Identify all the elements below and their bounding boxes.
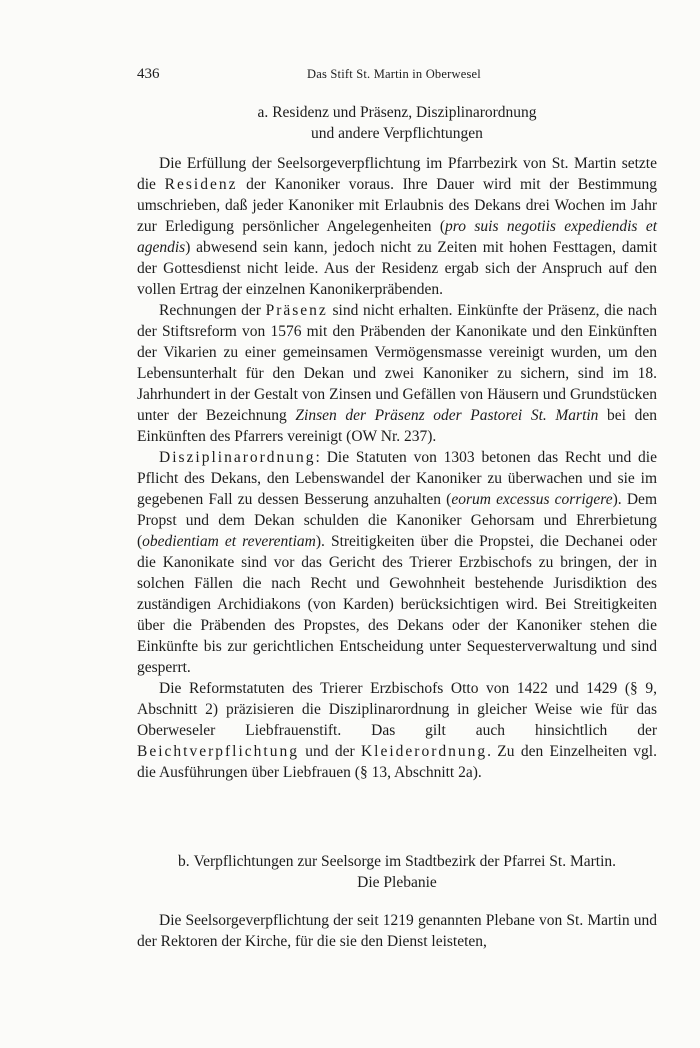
page-number: 436 xyxy=(137,66,160,82)
running-header xyxy=(137,66,657,86)
section-b-body xyxy=(137,910,657,952)
section-b-label: b. xyxy=(177,853,190,870)
text-run: sind nicht erhalten. Einkünfte der Präsenz, die nach der Stiftsreform von 1576 mit den Präbenden der Kanonikate und den Einkünften der Vikarien zu einer gemeinsamen Vermögensmasse vereinigt wurden, um den Lebensunterhalt für den Dekan und zwei Kanoniker zu sichern, sind im 18. Jahrhundert in der Gestalt von Zinsen und Gefällen von Häusern und Grundstücken unter der Bezeichnung xyxy=(137,302,657,424)
latin-quote: pro suis negotiis expediendis et agendis xyxy=(137,218,657,256)
text-run: ). Dem Propst und dem Dekan schulden die Kanoniker Gehorsam und Ehrerbietung ( xyxy=(137,491,657,550)
paragraph-disziplinarordnung xyxy=(137,447,657,678)
paragraph-praesenz xyxy=(137,300,657,447)
text-run: der Kanoniker voraus. Ihre Dauer wird mit der Bestimmung umschrieben, daß jeder Kanoniker mit Erlaubnis des Dekans drei Wochen im Jahr zur Erledigung persönlicher Angelegenheiten ( xyxy=(137,176,658,235)
section-b-title: Verpflichtungen zur Seelsorge im Stadtbezirk der Pfarrei St. Martin. xyxy=(193,853,617,870)
text-run: und der xyxy=(298,743,361,760)
text-run: bei den Einkünften des Pfarrers vereinigt (OW Nr. 237). xyxy=(137,407,657,445)
text-run: ). Streitigkeiten über die Propstei, die Dechanei oder die Kanonikate sind vor das Gericht des Trierer Erzbischofs zu bringen, der in solchen Fällen die nach Recht und Gewohnheit bestehende Jurisdiktion des zuständigen Archidiakons (von Karden) berücksichtigen wird. Bei Streitigkeiten über die Präbenden des Propstes, des Dekans oder der Kanoniker stehen die Einkünfte bis zur gerichtlichen Entscheidung unter Sequesterverwaltung und sind gesperrt. xyxy=(137,533,658,676)
text-run: : Die Statuten von 1303 betonen das Recht und die Pflicht des Dekans, den Lebenswandel der Kanoniker zu überwachen und sie im gegebenen Fall zu dessen Besserung anzuhalten ( xyxy=(137,449,657,508)
text-run: . Zu den Einzelheiten vgl. die Ausführungen über Liebfrauen (§ 13, Abschnitt 2a). xyxy=(137,743,657,781)
running-title: Das Stift St. Martin in Oberwesel xyxy=(307,67,481,81)
spaced-term: Beichtverpflichtung xyxy=(137,743,299,760)
text-run: Die Seelsorgeverpflichtung der seit 1219 genannten Plebane von St. Martin und der Rektoren der Kirche, für die sie den Dienst leisteten, xyxy=(137,912,657,950)
section-a-title-line2: und andere Verpflichtungen xyxy=(311,125,483,142)
text-run: Die Reformstatuten des Trierer Erzbischofs Otto von 1422 und 1429 (§ 9, Abschnitt 2) präzisieren die Disziplinarordnung in gleicher Weise wie für das Oberweseler Liebfrauenstift. Das gilt auch hinsichtlich der xyxy=(137,680,657,739)
spaced-term: Kleiderordnung xyxy=(360,743,488,760)
section-a-heading xyxy=(137,102,657,144)
text-run: Rechnungen der xyxy=(159,302,266,319)
section-a-body xyxy=(137,153,657,783)
spaced-term: Residenz xyxy=(164,176,238,193)
paragraph-residenz xyxy=(137,153,657,300)
section-a-heading-line1 xyxy=(137,102,657,123)
section-b-heading-line1 xyxy=(137,851,657,872)
text-run: ) abwesend sein kann, jedoch nicht zu Zeiten mit hohen Festtagen, damit der Gottesdienst nicht leide. Aus der Residenz ergab sich der Anspruch auf den vollen Ertrag der einzelnen Kanonikerpräbenden. xyxy=(137,239,657,298)
section-a-title: Residenz und Präsenz, Disziplinarordnung xyxy=(272,104,537,121)
text-run: Die Erfüllung der Seelsorgeverpflichtung im Pfarrbezirk von St. Martin setzte die xyxy=(137,155,657,193)
italic-term: Zinsen der Präsenz oder Pastorei St. Martin xyxy=(295,407,599,424)
section-b-heading xyxy=(137,851,657,893)
spaced-term: Präsenz xyxy=(265,302,328,319)
paragraph-seelsorge xyxy=(137,910,657,952)
spaced-term: Disziplinarordnung xyxy=(159,449,316,466)
section-b-title-line2: Die Plebanie xyxy=(357,874,437,891)
latin-quote: eorum excessus corrigere xyxy=(451,491,613,508)
latin-quote: obedientiam et reverentiam xyxy=(142,533,316,550)
section-a-label: a. xyxy=(257,104,269,121)
paragraph-reformstatuten xyxy=(137,678,657,783)
